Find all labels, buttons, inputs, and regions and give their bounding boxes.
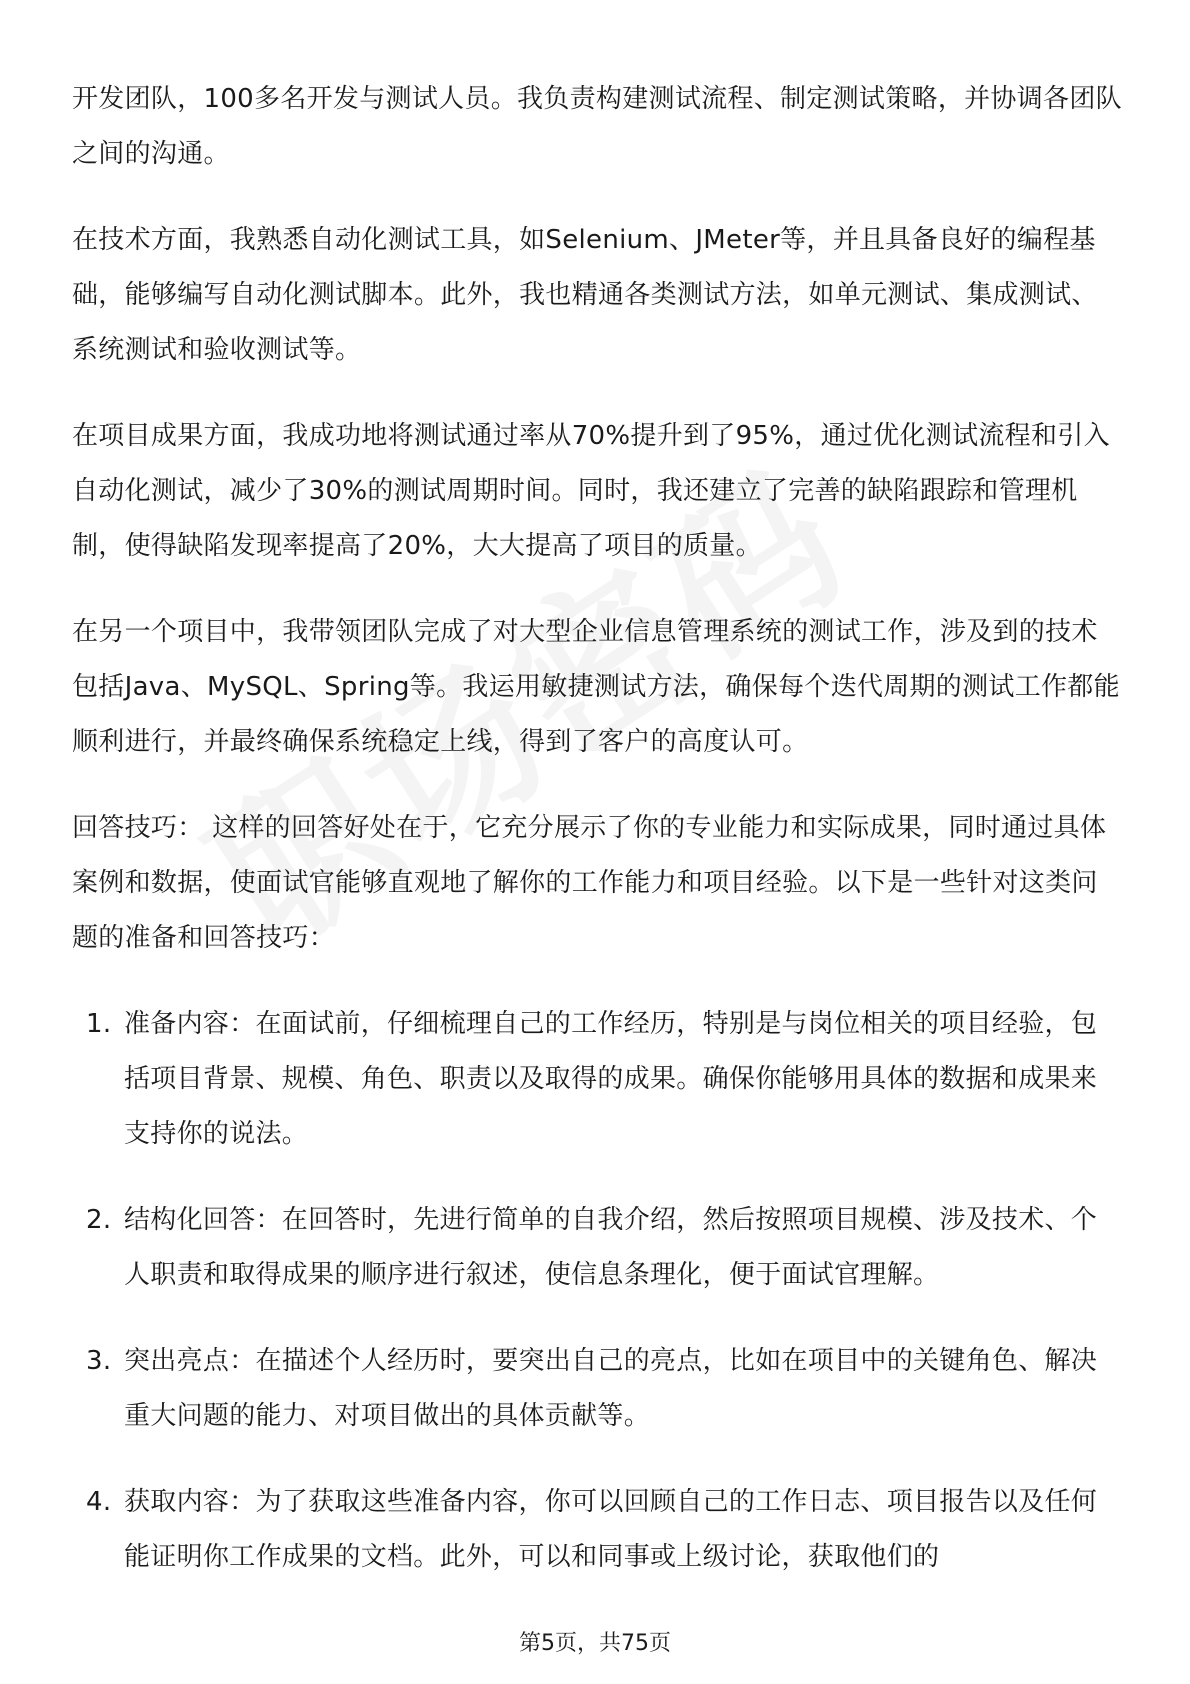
- paragraph-tech: 在技术方面，我熟悉自动化测试工具，如Selenium、JMeter等，并且具备良好的编程基础，能够编写自动化测试脚本。此外，我也精通各类测试方法，如单元测试、集成测试、系统测试和验收测试等。: [72, 225, 1098, 365]
- list-item: [72, 1193, 1122, 1303]
- list-item-text: 结构化回答：在回答时，先进行简单的自我介绍，然后按照项目规模、涉及技术、个人职责和取得成果的顺序进行叙述，使信息条理化，便于面试官理解。: [124, 1205, 1098, 1290]
- list-item: [72, 1334, 1122, 1444]
- list-item: [72, 997, 1122, 1162]
- list-item-text: 获取内容：为了获取这些准备内容，你可以回顾自己的工作日志、项目报告以及任何能证明你工作成果的文档。此外，可以和同事或上级讨论，获取他们的: [124, 1487, 1098, 1572]
- list-item-number: 1.: [86, 1009, 112, 1039]
- paragraph-answer-tips: 回答技巧： 这样的回答好处在于，它充分展示了你的专业能力和实际成果，同时通过具体案例和数据，使面试官能够直观地了解你的工作能力和项目经验。以下是一些针对这类问题的准备和回答技巧：: [72, 813, 1107, 953]
- list-item-text: 突出亮点：在描述个人经历时，要突出自己的亮点，比如在项目中的关键角色、解决重大问题的能力、对项目做出的具体贡献等。: [124, 1346, 1098, 1431]
- page-footer: 第5页，共75页: [519, 1631, 671, 1656]
- tips-list: [72, 997, 1122, 1585]
- list-item-number: 4.: [86, 1487, 112, 1517]
- paragraph-team: 开发团队，100多名开发与测试人员。我负责构建测试流程、制定测试策略，并协调各团队之间的沟通。: [72, 84, 1122, 169]
- paragraph-results: 在项目成果方面，我成功地将测试通过率从70%提升到了95%，通过优化测试流程和引入自动化测试，减少了30%的测试周期时间。同时，我还建立了完善的缺陷跟踪和管理机制，使得缺陷发现率提高了20%，大大提高了项目的质量。: [72, 421, 1110, 561]
- paragraph-another-project: 在另一个项目中，我带领团队完成了对大型企业信息管理系统的测试工作，涉及到的技术包括Java、MySQL、Spring等。我运用敏捷测试方法，确保每个迭代周期的测试工作都能顺利进行，并最终确保系统稳定上线，得到了客户的高度认可。: [72, 617, 1120, 757]
- document-body: [72, 72, 1122, 1616]
- list-item: [72, 1475, 1122, 1585]
- list-item-text: 准备内容：在面试前，仔细梳理自己的工作经历，特别是与岗位相关的项目经验，包括项目背景、规模、角色、职责以及取得的成果。确保你能够用具体的数据和成果来支持你的说法。: [124, 1009, 1098, 1149]
- list-item-number: 3.: [86, 1346, 112, 1376]
- list-item-number: 2.: [86, 1205, 112, 1235]
